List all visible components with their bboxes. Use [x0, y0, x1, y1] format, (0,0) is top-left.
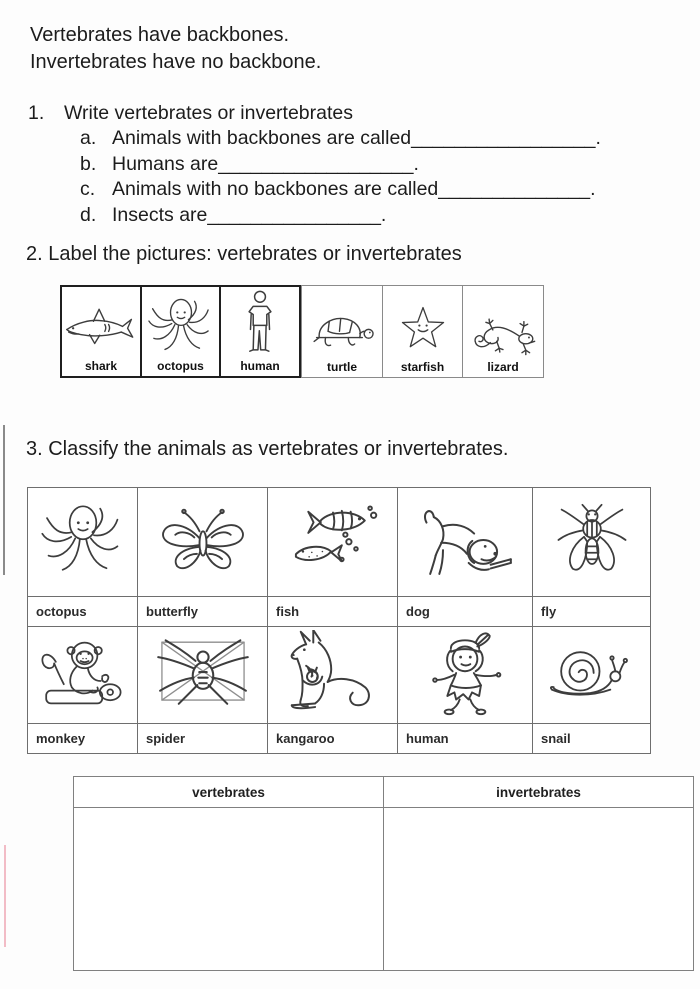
q1-blank-a[interactable]: _________________ — [411, 127, 596, 149]
invertebrates-answer-area[interactable] — [384, 808, 694, 971]
strip-label: starfish — [400, 360, 445, 374]
q3-cell-dog — [398, 488, 533, 597]
q3-cell-kangaroo — [268, 627, 398, 724]
fly-icon — [544, 493, 640, 587]
q1-period-b: . — [413, 152, 419, 175]
q1-letter-d: d. — [80, 203, 97, 226]
scan-artifact-line — [3, 425, 5, 575]
q1-blank-b[interactable]: __________________ — [218, 152, 414, 175]
q1-title: Write vertebrates or invertebrates — [64, 102, 354, 124]
animal-label-cell: fish — [268, 597, 398, 627]
human-icon — [239, 290, 281, 358]
q3-cell-fish — [268, 488, 398, 597]
q1-blank-c[interactable]: ______________ — [438, 178, 591, 200]
animal-label-cell: spider — [138, 724, 268, 754]
dog-icon — [410, 496, 520, 584]
q1-text-a: Animals with backbones are called — [112, 127, 412, 149]
animal-label-cell: octopus — [28, 597, 138, 627]
strip-label: turtle — [327, 360, 357, 374]
q1-text-d: Insects are — [112, 203, 208, 226]
q1-item-d — [0, 203, 700, 229]
shark-icon — [63, 296, 139, 358]
q3-title: 3. Classify the animals as vertebrates or invertebrates. — [26, 438, 509, 460]
q2-cell-human — [219, 285, 301, 378]
animal-label-cell: human — [398, 724, 533, 754]
butterfly-icon — [151, 494, 255, 586]
q3-cell-butterfly — [138, 488, 268, 597]
animal-label-cell: butterfly — [138, 597, 268, 627]
fish-icon — [280, 494, 386, 586]
q2-cell-turtle — [301, 285, 383, 378]
strip-label: octopus — [157, 359, 204, 373]
question-1 — [0, 100, 700, 228]
monkey-icon — [35, 630, 131, 716]
strip-label: human — [240, 359, 280, 373]
intro-block — [30, 22, 700, 76]
strip-label: shark — [84, 359, 118, 373]
q3-cell-snail — [533, 627, 651, 724]
q3-classify-table — [27, 487, 651, 754]
animal-label-cell: fly — [533, 597, 651, 627]
q1-letter-c: c. — [80, 178, 96, 200]
octopus-icon — [144, 294, 218, 358]
q1-item-c — [0, 177, 700, 203]
kangaroo-icon — [279, 630, 387, 716]
lizard-icon — [465, 297, 541, 359]
intro-line-2: Invertebrates have no backbone. — [30, 51, 322, 73]
q2-cell-starfish — [382, 285, 464, 378]
animal-label-cell: snail — [533, 724, 651, 754]
animal-label-cell: dog — [398, 597, 533, 627]
scan-artifact-pink-line — [4, 845, 6, 947]
q1-item-b — [0, 152, 700, 178]
animal-label-cell: monkey — [28, 724, 138, 754]
q3-cell-spider — [138, 627, 268, 724]
q2-cell-shark — [60, 285, 142, 378]
q2-cell-octopus — [140, 285, 222, 378]
q1-period-d: . — [380, 203, 387, 226]
spider-icon — [147, 631, 259, 715]
vertebrates-answer-area[interactable] — [74, 808, 384, 971]
q3-cell-human-child — [398, 627, 533, 724]
q1-number: 1. — [28, 102, 45, 124]
child-icon — [412, 630, 518, 716]
intro-line-1: Vertebrates have backbones. — [30, 24, 290, 46]
sort-table — [73, 776, 694, 971]
q1-letter-a: a. — [80, 127, 97, 149]
snail-icon — [542, 638, 642, 708]
q1-blank-d[interactable]: ________________ — [207, 203, 381, 226]
vertebrates-header: vertebrates — [74, 777, 384, 808]
q1-item-a — [0, 126, 700, 152]
q1-period-a: . — [595, 127, 601, 149]
q2-picture-strip — [60, 285, 700, 378]
invertebrates-header: invertebrates — [384, 777, 694, 808]
strip-label: lizard — [487, 360, 519, 374]
octopus-icon — [36, 494, 130, 586]
q2-cell-lizard — [462, 285, 544, 378]
starfish-icon — [387, 297, 459, 359]
q1-text-b: Humans are — [112, 152, 219, 175]
q2-title: 2. Label the pictures: vertebrates or invertebrates — [26, 243, 462, 265]
animal-label-cell: kangaroo — [268, 724, 398, 754]
q3-cell-octopus — [28, 488, 138, 597]
q3-cell-fly — [533, 488, 651, 597]
q1-text-c: Animals with no backbones are called — [112, 178, 439, 200]
q1-period-c: . — [590, 178, 596, 200]
turtle-icon — [304, 301, 380, 359]
q3-cell-monkey — [28, 627, 138, 724]
q1-letter-b: b. — [80, 152, 97, 175]
